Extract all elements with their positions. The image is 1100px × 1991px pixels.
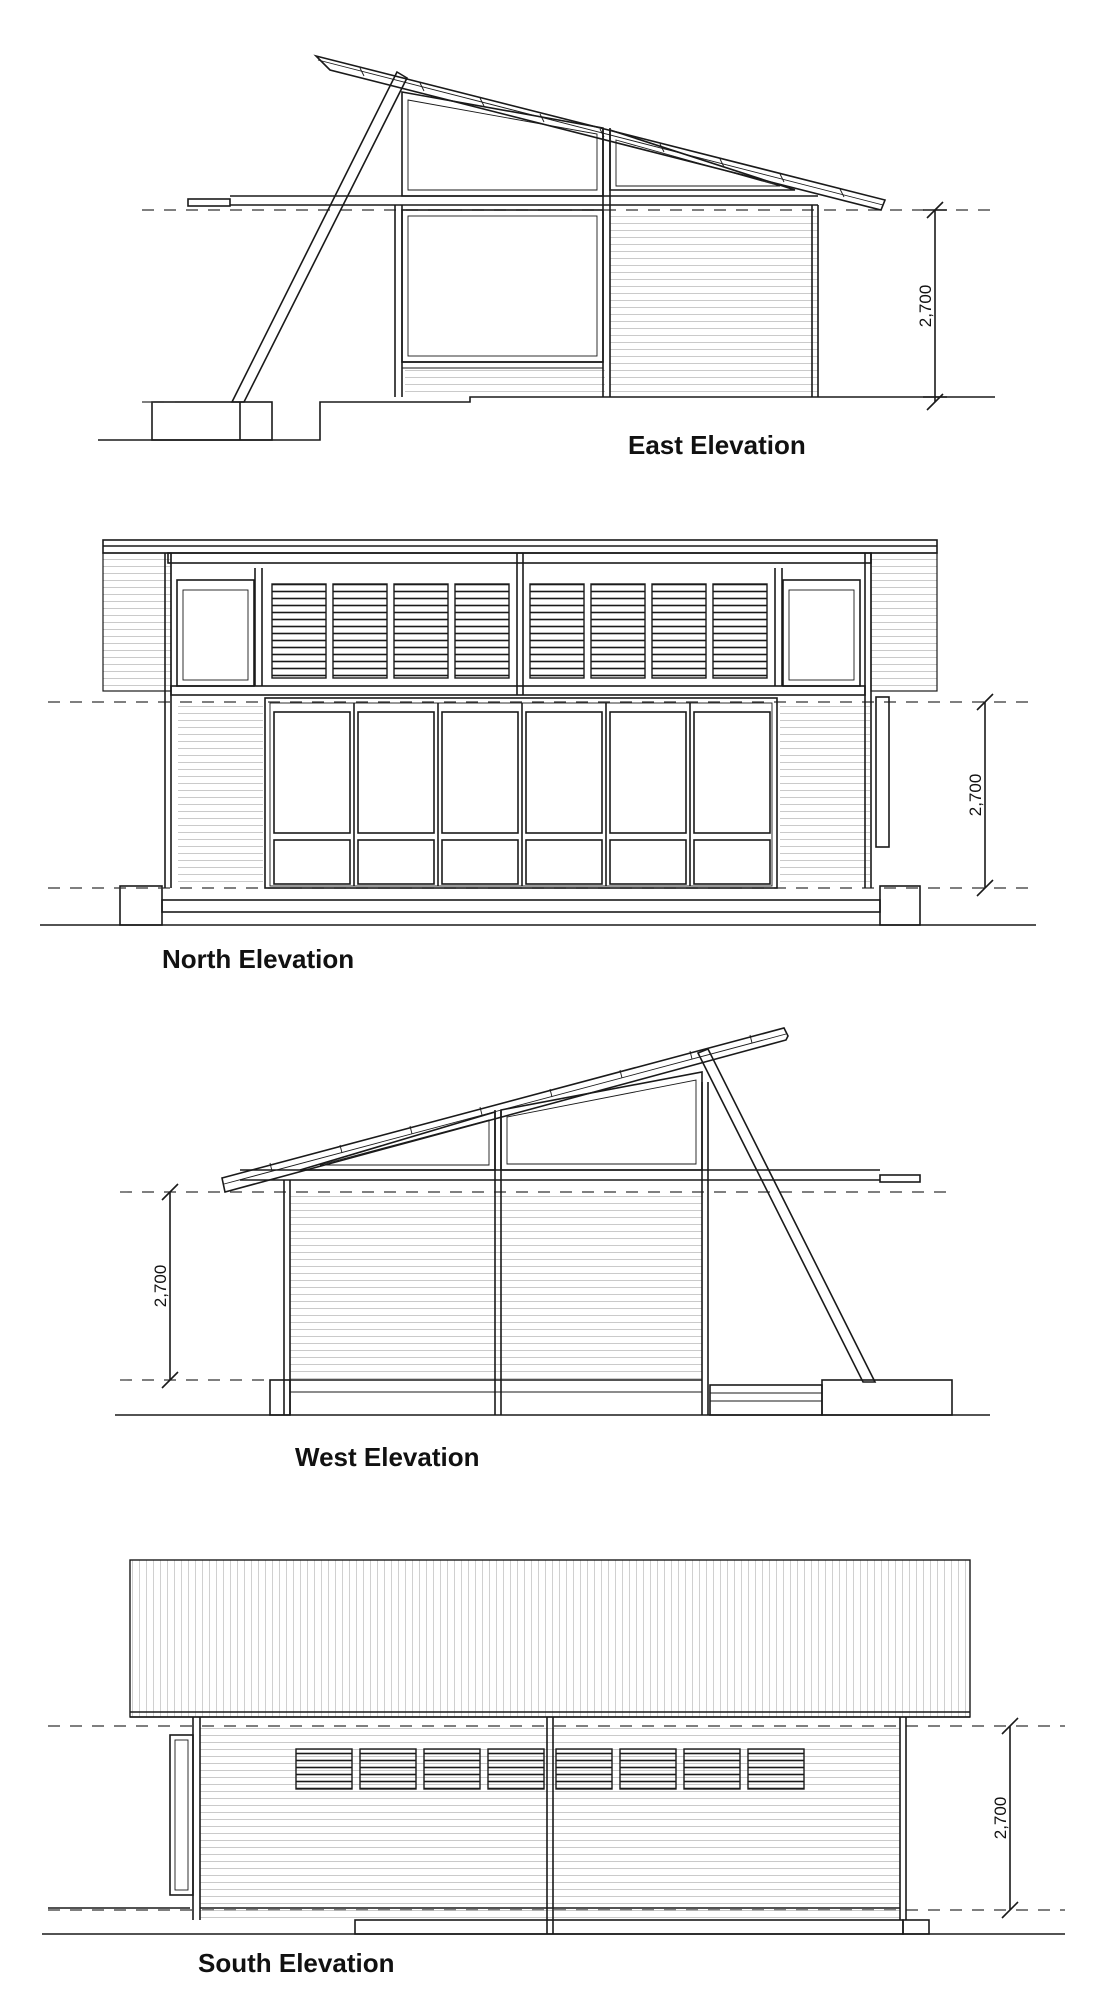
east-large-window xyxy=(402,210,603,362)
west-wall-cladding xyxy=(290,1192,702,1380)
east-footing xyxy=(152,402,272,440)
west-clerestory-right xyxy=(501,1072,702,1170)
west-beam-overhang xyxy=(880,1175,920,1182)
north-cladding-left xyxy=(103,553,171,691)
east-ground-line xyxy=(98,397,995,440)
north-louvre-panels xyxy=(272,584,767,678)
east-beam-overhang xyxy=(188,199,230,206)
east-roof-ribs xyxy=(360,68,844,197)
south-roof-face xyxy=(130,1560,970,1717)
west-dimension-label: 2,700 xyxy=(151,1264,170,1308)
east-wall-cladding-left xyxy=(405,370,605,397)
north-clerestory-window-left xyxy=(177,580,254,686)
north-clerestory-window-right xyxy=(783,580,860,686)
west-clerestory-left xyxy=(300,1112,495,1170)
west-elevation-drawing xyxy=(115,1028,990,1472)
west-elevation-title: West Elevation xyxy=(295,1442,480,1472)
east-raking-strut xyxy=(232,72,407,402)
north-elevation-title: North Elevation xyxy=(162,944,355,974)
north-dimension-label: 2,700 xyxy=(966,773,985,817)
north-cladding-right xyxy=(871,553,937,691)
south-elevation-title: South Elevation xyxy=(198,1948,395,1978)
south-elevation-drawing xyxy=(42,1560,1065,1978)
south-dimension-label: 2,700 xyxy=(991,1796,1010,1840)
north-deck xyxy=(162,900,880,912)
north-elevation-drawing xyxy=(40,540,1036,974)
east-elevation-drawing xyxy=(98,56,995,460)
east-elevation-title: East Elevation xyxy=(628,430,806,460)
west-raking-strut xyxy=(698,1049,875,1382)
east-wall-cladding-right xyxy=(610,210,818,397)
north-glazed-doors xyxy=(274,703,770,886)
east-dimension-label: 2,700 xyxy=(916,284,935,328)
